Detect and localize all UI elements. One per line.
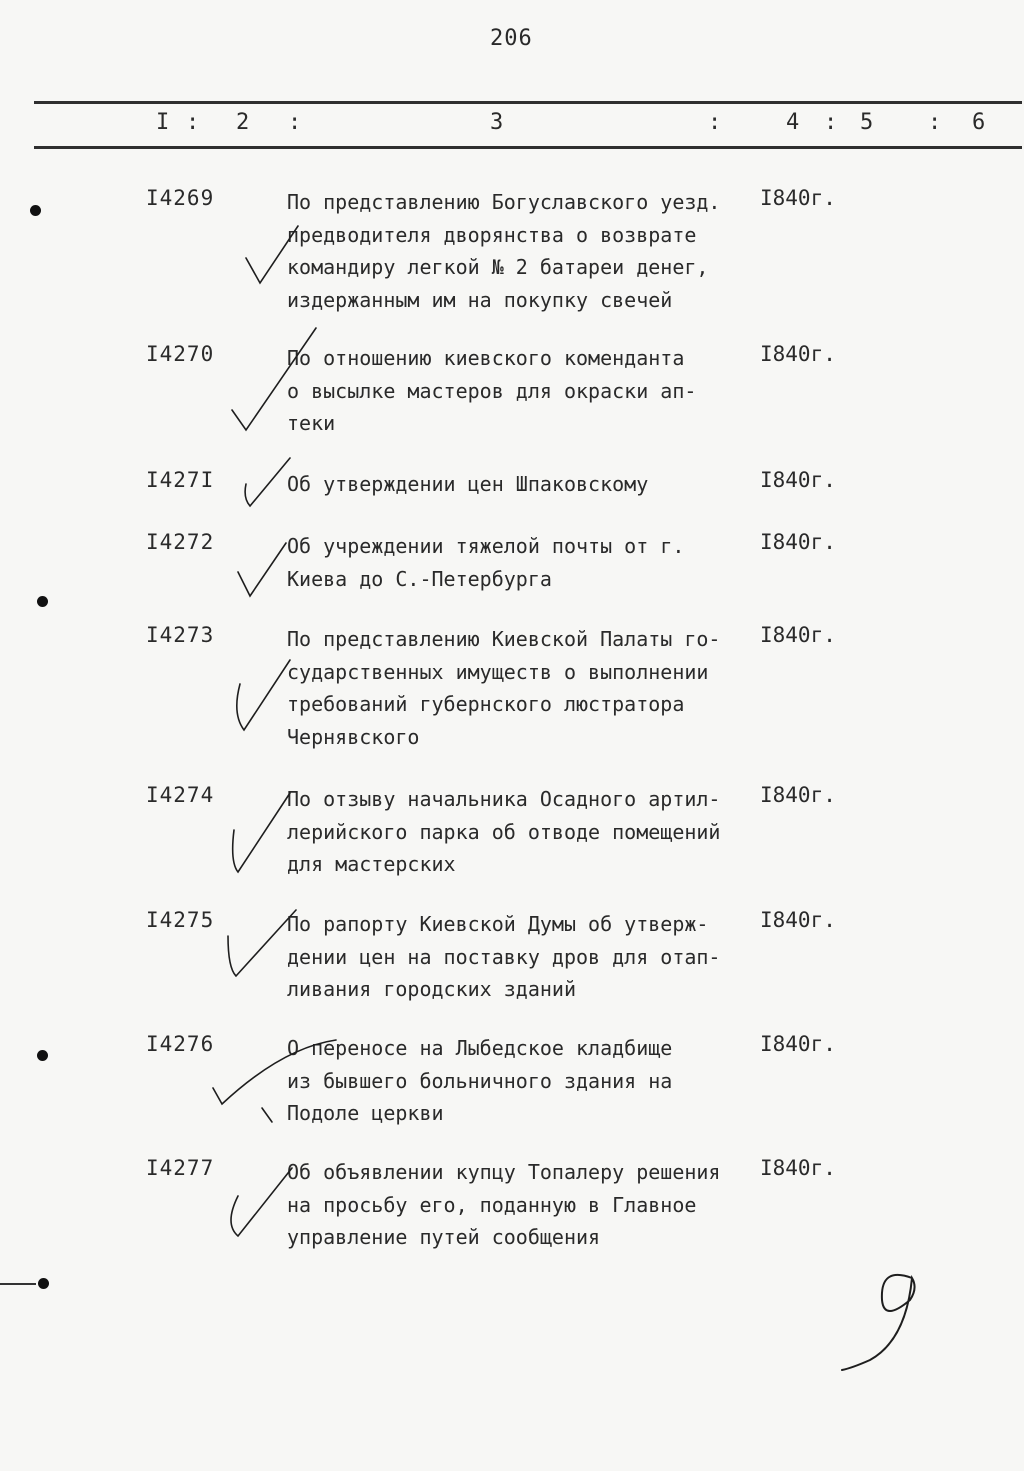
column-header-5: 5 — [860, 110, 874, 135]
column-header-3: 3 — [490, 110, 504, 135]
description-line: Киева до С.-Петербурга — [287, 566, 552, 591]
pen-stroke — [262, 1108, 272, 1122]
description-line: на просьбу его, поданную в Главное — [287, 1192, 697, 1217]
description-line: управление путей сообщения — [287, 1225, 601, 1249]
check-mark-icon — [233, 793, 290, 872]
description-line: Подоле церкви — [287, 1101, 444, 1125]
entry-year: I840г. — [760, 342, 836, 366]
entry-number: I427I — [146, 468, 215, 492]
entry-year: I840г. — [760, 530, 836, 554]
column-header-4: 4 — [786, 110, 800, 135]
description-line: сударственных имуществ о выполнении — [287, 659, 709, 684]
check-mark-icon — [213, 1040, 336, 1104]
check-mark-icon — [245, 458, 290, 506]
description-line: Об утверждении цен Шпаковскому — [287, 472, 649, 496]
entry-year: I840г. — [760, 1156, 836, 1180]
column-separator: : — [288, 110, 302, 135]
entry-number: I4270 — [146, 342, 215, 366]
check-mark-icon — [232, 328, 316, 430]
entry-year: I840г. — [760, 186, 836, 210]
column-separator: : — [824, 110, 838, 135]
entry-year: I840г. — [760, 1032, 836, 1056]
page-number: 206 — [490, 26, 533, 51]
description-line: издержанным им на покупку свечей — [287, 287, 673, 312]
entry-number: I4276 — [146, 1032, 215, 1056]
column-separator: : — [186, 110, 200, 135]
description-line: По отзыву начальника Осадного артил- — [287, 787, 721, 811]
description-line: теки — [287, 411, 336, 435]
description-line: О переносе на Лыбедское кладбище — [287, 1036, 673, 1060]
folio-number-mark — [842, 1275, 915, 1370]
column-header-1: I — [156, 110, 170, 135]
check-mark-icon — [228, 910, 296, 976]
description-line: Чернявского — [287, 724, 420, 749]
entry-number: I4274 — [146, 783, 215, 807]
description-line: о высылке мастеров для окраски ап- — [287, 378, 697, 403]
entry-number: I4273 — [146, 623, 215, 647]
description-line: Об учреждении тяжелой почты от г. — [287, 534, 685, 558]
column-separator: : — [708, 110, 722, 135]
check-mark-icon — [237, 660, 290, 730]
column-header-2: 2 — [236, 110, 250, 135]
description-line: Об объявлении купцу Топалеру решения — [287, 1160, 721, 1184]
entry-year: I840г. — [760, 783, 836, 807]
column-header-6: 6 — [972, 110, 986, 135]
check-mark-icon — [238, 543, 286, 596]
entry-number: I4272 — [146, 530, 215, 554]
description-line: командиру легкой № 2 батареи денег, — [287, 255, 709, 279]
column-separator: : — [928, 110, 942, 135]
description-line: По представлению Богуславского уезд. — [287, 190, 721, 214]
check-mark-icon — [231, 1168, 292, 1236]
entry-number: I4269 — [146, 186, 215, 210]
description-line: предводителя дворянства о возврате — [287, 222, 697, 247]
description-line: По представлению Киевской Палаты го- — [287, 627, 721, 651]
description-line: ливания городских зданий — [287, 977, 576, 1001]
description-line: дении цен на поставку дров для отап- — [287, 944, 721, 969]
entry-year: I840г. — [760, 623, 836, 647]
check-mark-icon — [246, 226, 298, 283]
entry-number: I4275 — [146, 908, 215, 932]
description-line: По отношению киевского коменданта — [287, 346, 685, 370]
description-line: По рапорту Киевской Думы об утверж- — [287, 912, 709, 936]
description-line: для мастерских — [287, 852, 456, 876]
entry-number: I4277 — [146, 1156, 215, 1180]
description-line: лерийского парка об отводе помещений — [287, 819, 721, 844]
entry-year: I840г. — [760, 468, 836, 492]
entry-year: I840г. — [760, 908, 836, 932]
description-line: из бывшего больничного здания на — [287, 1068, 673, 1093]
description-line: требований губернского люстратора — [287, 692, 685, 716]
